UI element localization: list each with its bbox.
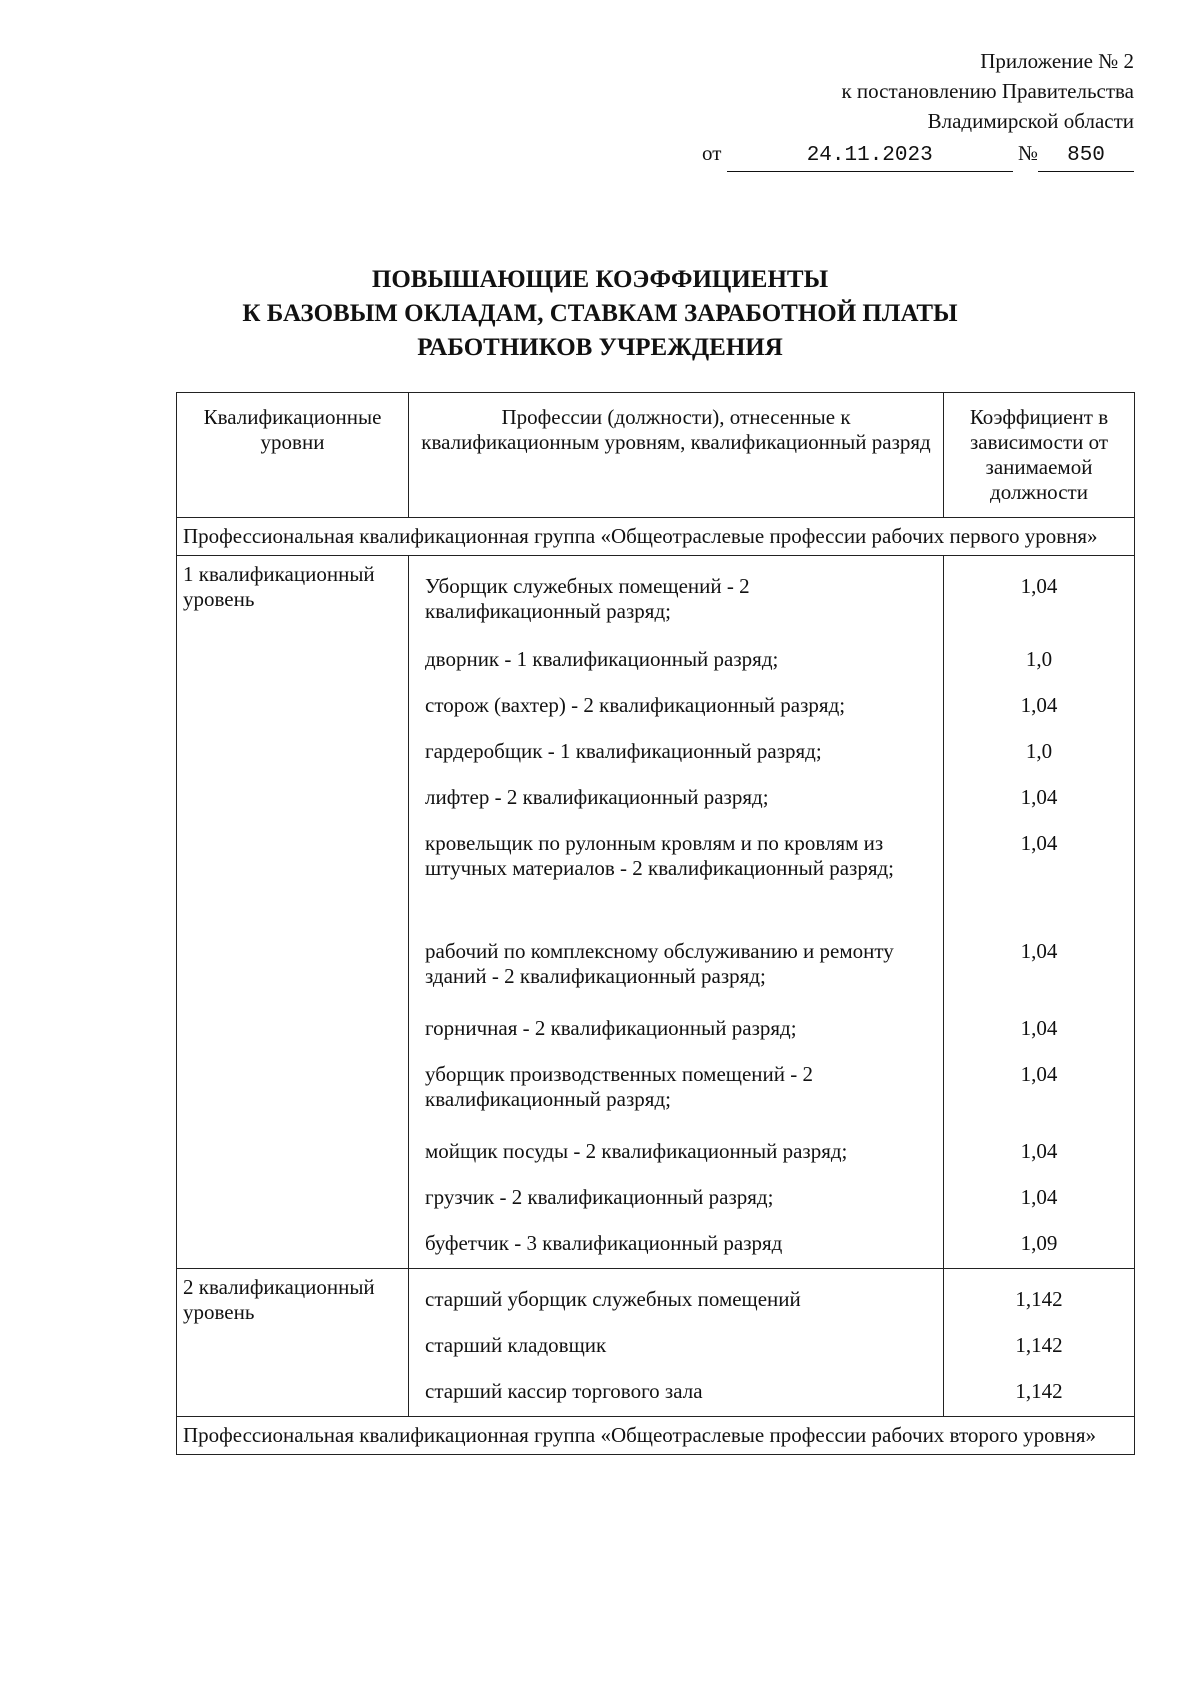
coefficient-value: 1,04 [1020, 785, 1058, 809]
list-item: рабочий по комплексному обслуживанию и ремонту зданий - 2 квалификационный разряд; [425, 939, 894, 988]
coefficients-table [176, 392, 1135, 1455]
list-item: лифтер - 2 квалификационный разряд; [425, 785, 769, 809]
coefficient-value: 1,09 [1020, 1231, 1058, 1255]
column-header-coefficient: Коэффициент в зависимости от занимаемой должности [944, 393, 1135, 518]
coefficient-value: 1,04 [1020, 1016, 1058, 1040]
list-item: старший кладовщик [425, 1333, 607, 1357]
professions-cell [409, 556, 944, 1269]
number-value: 850 [1038, 141, 1134, 172]
coefficient-value: 1,0 [1025, 739, 1053, 763]
document-header [702, 46, 1134, 172]
level-row [177, 556, 1135, 1269]
coefficient-value: 1,04 [1020, 1185, 1058, 1209]
coefficients-cell [944, 556, 1135, 1269]
list-item: уборщик производственных помещений - 2 квалификационный разряд; [425, 1062, 813, 1111]
resolution-label: к постановлению Правительства [841, 79, 1134, 103]
level-name-2: 2 квалификационный уровень [177, 1269, 409, 1417]
professions-cell [409, 1269, 944, 1417]
table-header-row [177, 393, 1135, 518]
coefficient-value: 1,04 [1020, 1062, 1058, 1086]
list-item: грузчик - 2 квалификационный разряд; [425, 1185, 774, 1209]
list-item: горничная - 2 квалификационный разряд; [425, 1016, 797, 1040]
coefficients-cell [944, 1269, 1135, 1417]
list-item: старший кассир торгового зала [425, 1379, 703, 1403]
group-row [177, 1417, 1135, 1455]
coefficient-value: 1,142 [1015, 1287, 1063, 1311]
column-header-levels: Квалификационные уровни [177, 393, 409, 518]
title-line-1: ПОВЫШАЮЩИЕ КОЭФФИЦИЕНТЫ [371, 266, 829, 293]
title-line-2: К БАЗОВЫМ ОКЛАДАМ, СТАВКАМ ЗАРАБОТНОЙ ПЛАТЫ [242, 300, 958, 327]
title-line-3: РАБОТНИКОВ УЧРЕЖДЕНИЯ [417, 334, 783, 361]
list-item: гардеробщик - 1 квалификационный разряд; [425, 739, 822, 763]
date-prefix: от [702, 141, 722, 165]
group-row [177, 518, 1135, 556]
list-item: кровельщик по рулонным кровлям и по кровлям из штучных материалов - 2 квалификационный разряд; [425, 831, 894, 880]
list-item: мойщик посуды - 2 квалификационный разряд; [425, 1139, 848, 1163]
list-item: дворник - 1 квалификационный разряд; [425, 647, 779, 671]
appendix-label: Приложение № 2 [980, 49, 1134, 73]
group-title-1: Профессиональная квалификационная группа «Общеотраслевые профессии рабочих первого уровня» [177, 518, 1135, 556]
coefficient-value: 1,04 [1020, 574, 1058, 598]
coefficient-value: 1,04 [1020, 939, 1058, 963]
list-item: Уборщик служебных помещений - 2 квалификационный разряд; [425, 574, 750, 623]
list-item: сторож (вахтер) - 2 квалификационный разряд; [425, 693, 846, 717]
date-value: 24.11.2023 [727, 141, 1013, 172]
coefficient-value: 1,142 [1015, 1333, 1063, 1357]
level-row [177, 1269, 1135, 1417]
coefficient-value: 1,04 [1020, 693, 1058, 717]
list-item: старший уборщик служебных помещений [425, 1287, 801, 1311]
number-prefix: № [1017, 141, 1038, 165]
column-header-professions: Профессии (должности), отнесенные к квалификационным уровням, квалификационный разряд [409, 393, 944, 518]
region-label: Владимирской области [927, 109, 1134, 133]
coefficient-value: 1,04 [1020, 831, 1058, 855]
level-name-1: 1 квалификационный уровень [177, 556, 409, 1269]
group-title-2: Профессиональная квалификационная группа «Общеотраслевые профессии рабочих второго уровня» [177, 1417, 1135, 1455]
coefficient-value: 1,142 [1015, 1379, 1063, 1403]
document-title [0, 263, 1200, 365]
coefficient-value: 1,04 [1020, 1139, 1058, 1163]
date-number-line [702, 138, 1134, 172]
coefficient-value: 1,0 [1025, 647, 1053, 671]
list-item: буфетчик - 3 квалификационный разряд [425, 1231, 783, 1255]
